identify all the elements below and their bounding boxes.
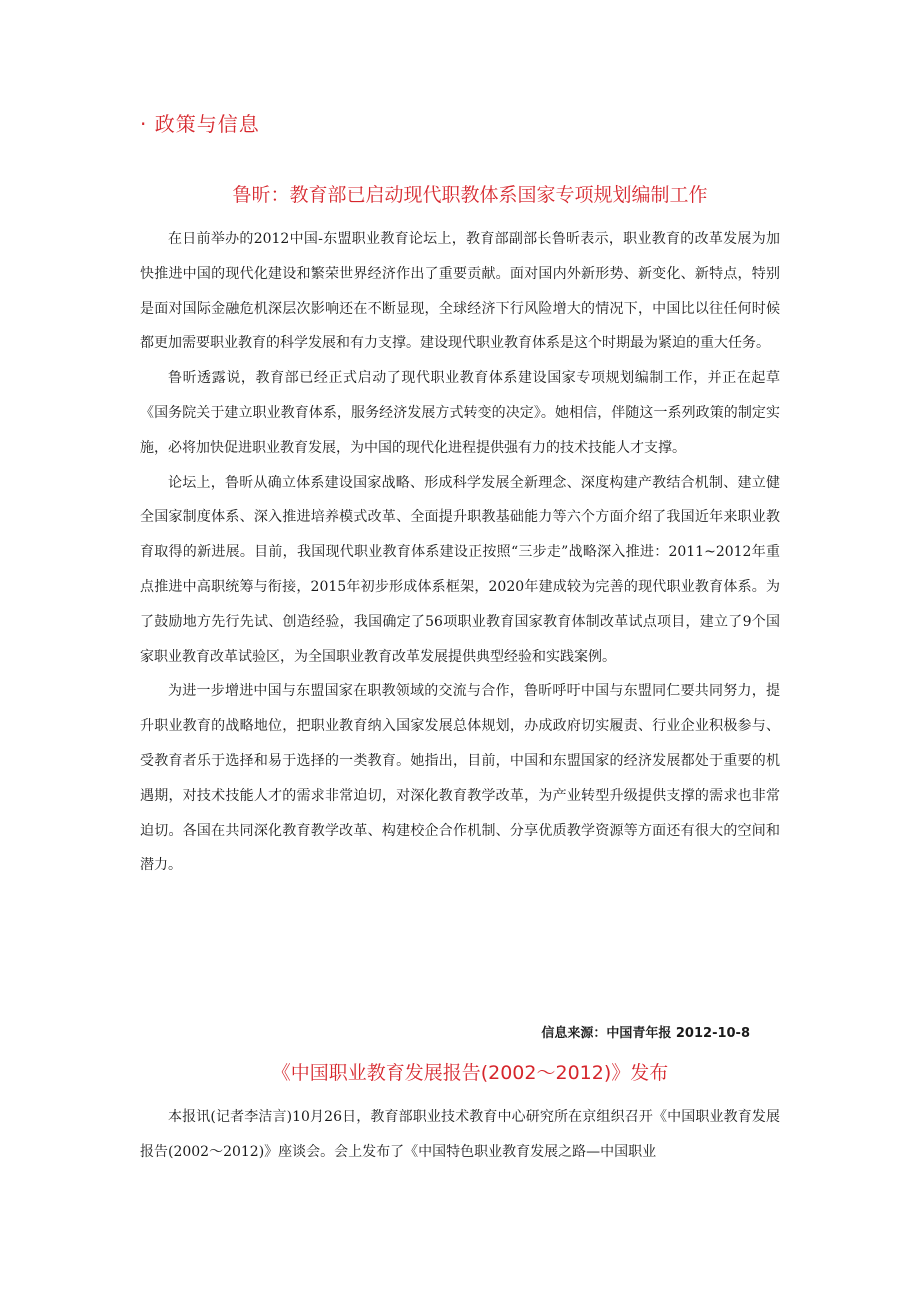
section-label: · 政策与信息 bbox=[140, 112, 260, 136]
article-1-title: 鲁昕：教育部已启动现代职教体系国家专项规划编制工作 bbox=[232, 184, 708, 206]
article-2-body bbox=[140, 1100, 780, 1170]
article-2-title: 《中国职业教育发展报告(2002～2012)》发布 bbox=[271, 1062, 669, 1084]
article-1-paragraph-2: 鲁昕透露说，教育部已经正式启动了现代职业教育体系建设国家专项规划编制工作，并正在起草《国务院关于建立职业教育体系，服务经济发展方式转变的决定》。她相信，伴随这一系列政策的制定实施，必将加快促进职业教育发展，为中国的现代化进程提供强有力的技术技能人才支撑。 bbox=[140, 370, 780, 456]
article-1-source: 信息来源：中国青年报 2012-10-8 bbox=[541, 1026, 750, 1041]
article-1-paragraph-1: 在日前举办的2012中国-东盟职业教育论坛上，教育部副部长鲁昕表示，职业教育的改革发展为加快推进中国的现代化建设和繁荣世界经济作出了重要贡献。面对国内外新形势、新变化、新特点，特别是面对国际金融危机深层次影响还在不断显现，全球经济下行风险增大的情况下，中国比以往任何时候都更加需要职业教育的科学发展和有力支撑。建设现代职业教育体系是这个时期最为紧迫的重大任务。 bbox=[140, 231, 780, 352]
article-1-body bbox=[140, 222, 780, 883]
article-2-paragraph-1: 本报讯(记者李洁言)10月26日，教育部职业技术教育中心研究所在京组织召开《中国职业教育发展报告(2002～2012)》座谈会。会上发布了《中国特色职业教育发展之路—中国职业 bbox=[140, 1109, 780, 1160]
article-1-paragraph-3: 论坛上，鲁昕从确立体系建设国家战略、形成科学发展全新理念、深度构建产教结合机制、建立健全国家制度体系、深入推进培养模式改革、全面提升职教基础能力等六个方面介绍了我国近年来职业教育取得的新进展。目前，我国现代职业教育体系建设正按照“三步走”战略深入推进：2011~2012年重点推进中高职统筹与衔接，2015年初步形成体系框架，2020年建成较为完善的现代职业教育体系。为了鼓励地方先行先试、创造经验，我国确定了56项职业教育国家教育体制改革试点项目，建立了9个国家职业教育改革试验区，为全国职业教育改革发展提供典型经验和实践案例。 bbox=[140, 474, 780, 665]
article-1-paragraph-4: 为进一步增进中国与东盟国家在职教领域的交流与合作，鲁昕呼吁中国与东盟同仁要共同努力，提升职业教育的战略地位，把职业教育纳入国家发展总体规划，办成政府切实履责、行业企业积极参与、受教育者乐于选择和易于选择的一类教育。她指出，目前，中国和东盟国家的经济发展都处于重要的机遇期，对技术技能人才的需求非常迫切，对深化教育教学改革，为产业转型升级提供支撑的需求也非常迫切。各国在共同深化教育教学改革、构建校企合作机制、分享优质教学资源等方面还有很大的空间和潜力。 bbox=[140, 683, 780, 874]
